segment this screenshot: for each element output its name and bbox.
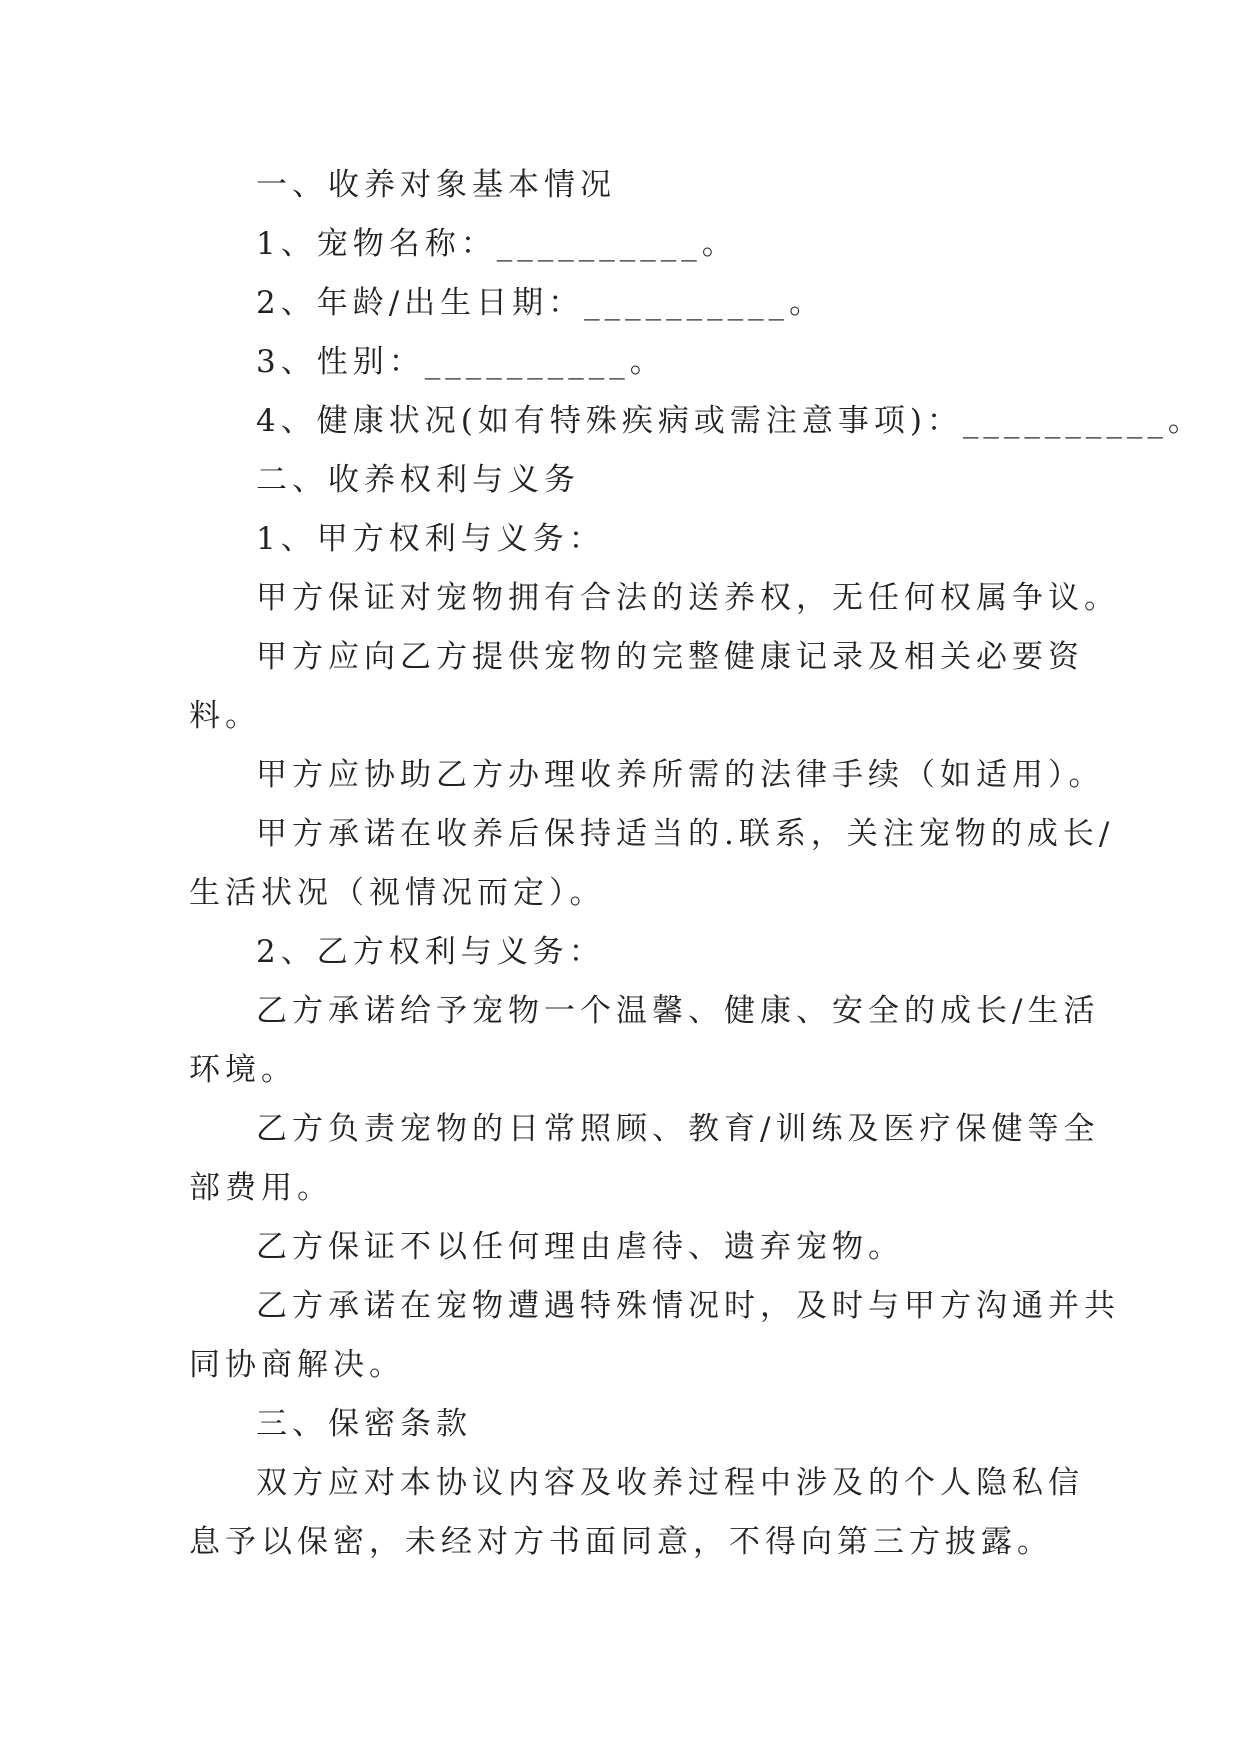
section-heading-2: 二、收养权利与义务 bbox=[256, 462, 580, 498]
paragraph-line: 生活状况（视情况而定）。 bbox=[189, 875, 606, 911]
pet-gender-line: 3、性别：__________。 bbox=[256, 344, 666, 380]
paragraph-line: 部费用。 bbox=[189, 1170, 333, 1206]
paragraph-line: 料。 bbox=[189, 698, 261, 734]
paragraph-line: 甲方应协助乙方办理收养所需的法律手续（如适用）。 bbox=[256, 757, 1105, 793]
paragraph-line: 息予以保密，未经对方书面同意，不得向第三方披露。 bbox=[189, 1524, 1053, 1560]
paragraph-line: 乙方承诺在宠物遭遇特殊情况时，及时与甲方沟通并共 bbox=[256, 1288, 1120, 1324]
pet-health-line: 4、健康状况(如有特殊疾病或需注意事项)：__________。 bbox=[256, 403, 1204, 439]
pet-name-line: 1、宠物名称：__________。 bbox=[256, 226, 738, 262]
pet-age-line: 2、年龄/出生日期：__________。 bbox=[256, 285, 826, 321]
subsection-heading-party-b: 2、乙方权利与义务： bbox=[256, 934, 605, 970]
paragraph-line: 双方应对本协议内容及收养过程中涉及的个人隐私信 bbox=[256, 1465, 1084, 1501]
subsection-heading-party-a: 1、甲方权利与义务： bbox=[256, 521, 605, 557]
paragraph-line: 乙方保证不以任何理由虐待、遗弃宠物。 bbox=[256, 1229, 904, 1265]
paragraph-line: 乙方承诺给予宠物一个温馨、健康、安全的成长/生活 bbox=[256, 993, 1100, 1029]
section-heading-1: 一、收养对象基本情况 bbox=[256, 167, 616, 203]
paragraph-line: 同协商解决。 bbox=[189, 1347, 405, 1383]
paragraph-line: 乙方负责宠物的日常照顾、教育/训练及医疗保健等全 bbox=[256, 1111, 1100, 1147]
section-heading-3: 三、保密条款 bbox=[256, 1406, 472, 1442]
paragraph-line: 甲方承诺在收养后保持适当的.联系，关注宠物的成长/ bbox=[256, 816, 1115, 852]
paragraph-line: 甲方应向乙方提供宠物的完整健康记录及相关必要资 bbox=[256, 639, 1084, 675]
paragraph-line: 甲方保证对宠物拥有合法的送养权，无任何权属争议。 bbox=[256, 580, 1120, 616]
paragraph-line: 环境。 bbox=[189, 1052, 297, 1088]
